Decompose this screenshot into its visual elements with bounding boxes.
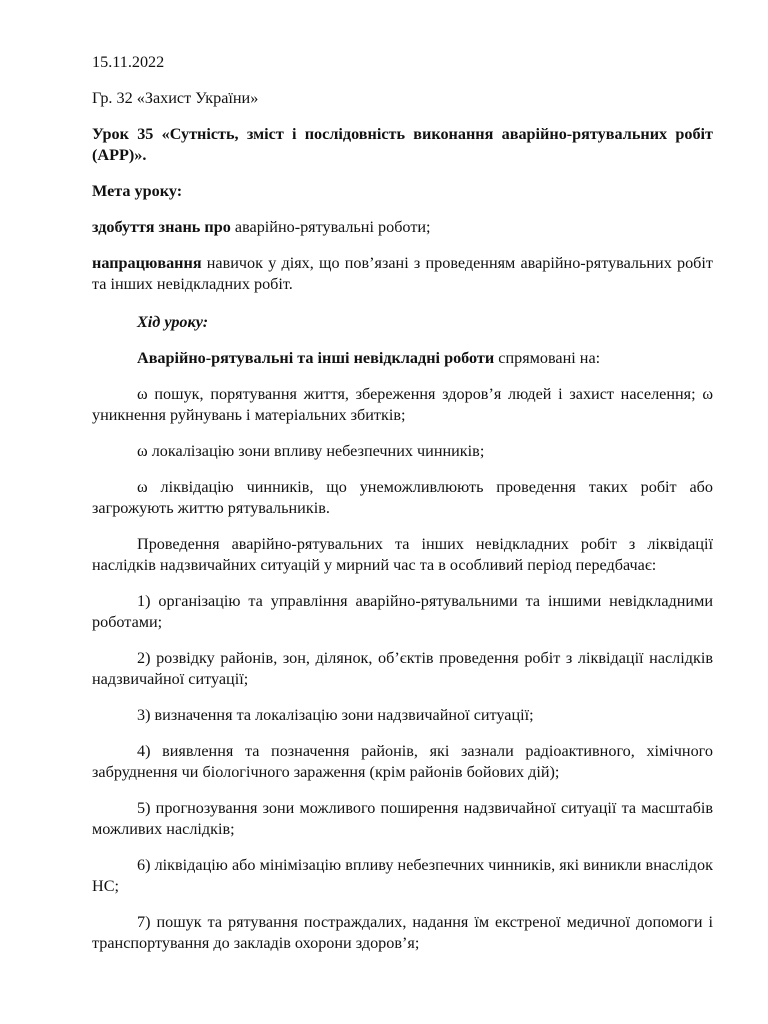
lesson-title-text: Урок 35 «Сутність, зміст і послідовність виконання аварійно-рятувальних робіт (АРР)». bbox=[92, 125, 713, 164]
goal-item-1-bold: здобуття знань про bbox=[92, 218, 231, 236]
provision-paragraph: Проведення аварійно-рятувальних та інших невідкладних робіт з ліквідації наслідків надзвичайних ситуацій у мирний час та в особливий період передбачає: bbox=[92, 535, 713, 574]
group-line: Гр. 32 «Захист України» bbox=[92, 89, 259, 107]
numbered-item-3: 3) визначення та локалізацію зони надзвичайної ситуації; bbox=[137, 706, 534, 724]
bullet-item-1: ω пошук, порятування життя, збереження здоров’я людей і захист населення; ω уникнення руйнувань і матеріальних збитків; bbox=[92, 385, 713, 424]
lesson-course-heading bbox=[92, 312, 713, 333]
bullet-item-3: ω ліквідацію чинників, що унеможливлюють проведення таких робіт або загрожують життю рятувальників. bbox=[92, 478, 713, 517]
numbered-item-7: 7) пошук та рятування постраждалих, надання їм екстреної медичної допомоги і транспортування до закладів охорони здоров’я; bbox=[92, 913, 713, 952]
goal-item-1 bbox=[92, 217, 713, 238]
goal-item-2-text: навичок у діях, що пов’язані з проведенням аварійно-рятувальних робіт та інших невідкладних робіт. bbox=[92, 254, 713, 293]
document-date: 15.11.2022 bbox=[92, 53, 165, 71]
lesson-course-heading-text: Хід уроку: bbox=[137, 313, 209, 331]
goal-heading bbox=[92, 181, 713, 202]
document-page bbox=[92, 52, 713, 969]
numbered-item-5: 5) прогнозування зони можливого поширення надзвичайної ситуації та масштабів можливих наслідків; bbox=[92, 799, 713, 838]
goal-item-1-text: аварійно-рятувальні роботи; bbox=[230, 218, 431, 236]
bullet-item-2: ω локалізацію зони впливу небезпечних чинників; bbox=[137, 442, 485, 460]
numbered-item-6: 6) ліквідацію або мінімізацію впливу небезпечних чинників, які виникли внаслідок НС; bbox=[92, 856, 713, 895]
section-intro-bold: Аварійно-рятувальні та інші невідкладні роботи bbox=[137, 349, 495, 367]
goal-item-2-bold: напрацювання bbox=[92, 254, 202, 272]
numbered-item-2: 2) розвідку районів, зон, ділянок, об’єктів проведення робіт з ліквідації наслідків надзвичайної ситуації; bbox=[92, 649, 713, 688]
lesson-title bbox=[92, 124, 713, 166]
numbered-item-4: 4) виявлення та позначення районів, які зазнали радіоактивного, хімічного забруднення чи біологічного зараження (крім районів бойових дій); bbox=[92, 742, 713, 781]
section-intro-text: спрямовані на: bbox=[494, 349, 601, 367]
goal-item-2 bbox=[92, 253, 713, 295]
numbered-item-1: 1) організацію та управління аварійно-рятувальними та іншими невідкладними роботами; bbox=[92, 592, 713, 631]
section-intro bbox=[92, 348, 713, 369]
goal-heading-text: Мета уроку: bbox=[92, 182, 183, 200]
